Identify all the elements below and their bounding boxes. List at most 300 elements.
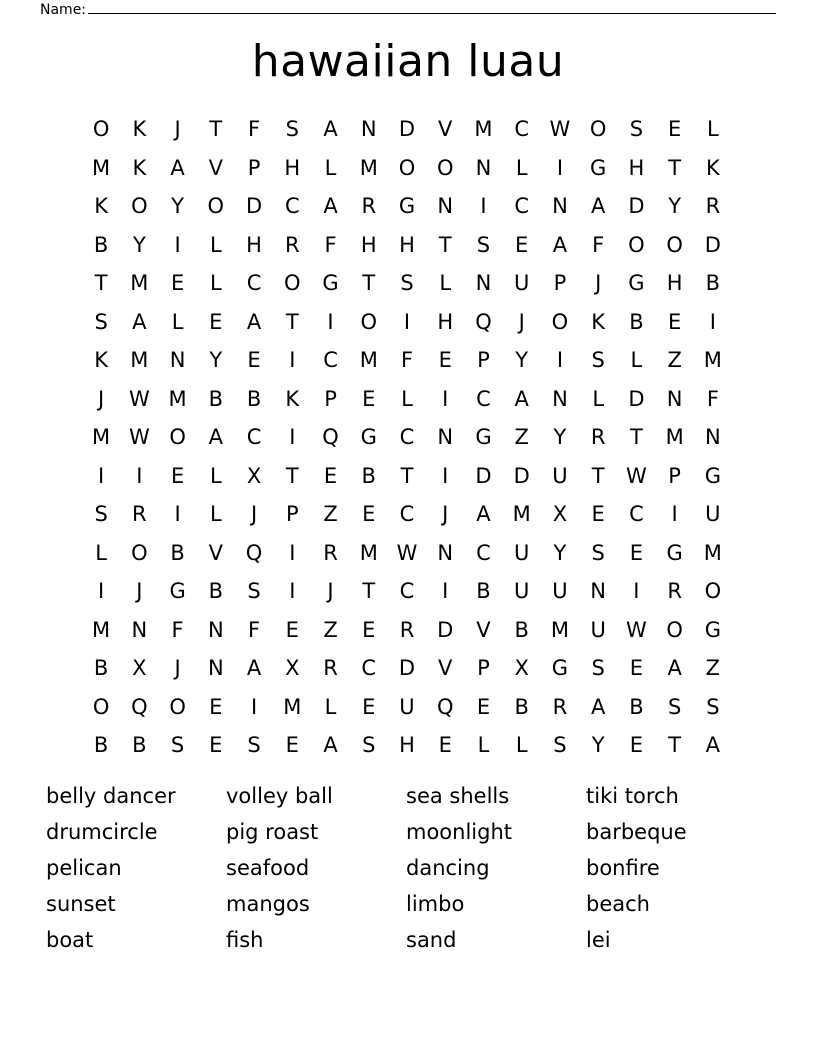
grid-cell[interactable]: T — [400, 463, 414, 488]
grid-cell[interactable]: N — [475, 271, 492, 296]
grid-cell[interactable]: G — [169, 579, 186, 604]
grid-cell[interactable]: Y — [132, 232, 146, 257]
grid-cell[interactable]: N — [666, 386, 683, 411]
grid-cell[interactable]: Y — [209, 348, 223, 373]
grid-cell[interactable]: N — [705, 425, 721, 450]
grid-cell[interactable]: E — [209, 309, 223, 334]
grid-cell[interactable]: M — [359, 540, 378, 565]
grid-cell[interactable]: P — [324, 386, 337, 411]
grid-cell[interactable]: O — [551, 309, 569, 334]
grid-cell[interactable]: E — [247, 348, 261, 373]
word-list-item[interactable]: beach — [586, 892, 650, 916]
grid-cell[interactable]: V — [438, 656, 453, 681]
grid-cell[interactable]: M — [92, 425, 111, 450]
word-list-item[interactable]: sunset — [46, 892, 116, 916]
grid-cell[interactable]: D — [245, 194, 263, 219]
grid-cell[interactable]: E — [362, 694, 376, 719]
grid-cell[interactable]: I — [136, 463, 143, 488]
grid-cell[interactable]: U — [399, 694, 415, 719]
grid-cell[interactable]: L — [630, 348, 643, 373]
grid-cell[interactable]: R — [323, 656, 338, 681]
grid-cell[interactable]: V — [438, 117, 453, 142]
grid-cell[interactable]: N — [207, 656, 224, 681]
grid-cell[interactable]: O — [360, 309, 378, 334]
grid-cell[interactable]: U — [514, 540, 530, 565]
grid-cell[interactable]: J — [442, 502, 449, 527]
grid-cell[interactable]: P — [477, 348, 490, 373]
grid-cell[interactable]: X — [552, 502, 568, 527]
grid-cell[interactable]: B — [361, 463, 376, 488]
grid-cell[interactable]: H — [246, 232, 262, 257]
grid-cell[interactable]: U — [514, 271, 530, 296]
grid-cell[interactable]: K — [705, 155, 720, 180]
grid-cell[interactable]: G — [475, 425, 492, 450]
grid-cell[interactable]: L — [209, 502, 222, 527]
grid-cell[interactable]: C — [361, 656, 377, 681]
grid-cell[interactable]: X — [285, 656, 300, 681]
grid-cell[interactable]: A — [246, 656, 262, 681]
grid-cell[interactable]: B — [705, 271, 721, 296]
grid-cell[interactable]: W — [128, 425, 150, 450]
word-list-item[interactable]: drumcircle — [46, 820, 158, 844]
grid-cell[interactable]: Q — [475, 309, 492, 334]
grid-cell[interactable]: A — [323, 733, 338, 758]
grid-cell[interactable]: I — [98, 463, 105, 488]
grid-cell[interactable]: E — [629, 656, 644, 681]
grid-cell[interactable]: E — [170, 463, 185, 488]
grid-cell[interactable]: Y — [591, 733, 605, 758]
grid-cell[interactable]: N — [207, 617, 224, 642]
grid-cell[interactable]: A — [476, 502, 491, 527]
grid-cell[interactable]: E — [438, 348, 452, 373]
grid-cell[interactable]: O — [704, 579, 722, 604]
grid-cell[interactable]: S — [247, 733, 261, 758]
grid-cell[interactable]: B — [208, 386, 224, 411]
grid-cell[interactable]: G — [360, 425, 377, 450]
grid-cell[interactable]: V — [208, 540, 223, 565]
grid-cell[interactable]: L — [95, 540, 107, 565]
grid-cell[interactable]: N — [552, 386, 568, 411]
word-list-item[interactable]: barbeque — [586, 820, 687, 844]
grid-cell[interactable]: B — [514, 694, 529, 719]
grid-cell[interactable]: I — [289, 425, 296, 450]
grid-cell[interactable]: B — [629, 309, 644, 334]
grid-cell[interactable]: O — [589, 117, 607, 142]
grid-cell[interactable]: M — [703, 540, 722, 565]
grid-cell[interactable]: P — [668, 463, 681, 488]
grid-cell[interactable]: M — [703, 348, 722, 373]
grid-cell[interactable]: J — [98, 386, 105, 411]
grid-cell[interactable]: L — [209, 463, 222, 488]
grid-cell[interactable]: B — [93, 733, 109, 758]
grid-cell[interactable]: W — [396, 540, 418, 565]
grid-cell[interactable]: I — [442, 463, 449, 488]
grid-cell[interactable]: H — [284, 155, 301, 180]
grid-cell[interactable]: I — [174, 502, 181, 527]
grid-cell[interactable]: H — [399, 733, 415, 758]
grid-cell[interactable]: N — [360, 117, 377, 142]
grid-cell[interactable]: N — [437, 194, 454, 219]
grid-cell[interactable]: S — [400, 271, 414, 296]
grid-cell[interactable]: C — [399, 502, 415, 527]
grid-cell[interactable]: I — [174, 232, 181, 257]
grid-cell[interactable]: A — [132, 309, 147, 334]
grid-cell[interactable]: A — [170, 155, 185, 180]
grid-cell[interactable]: S — [591, 348, 605, 373]
grid-cell[interactable]: S — [247, 579, 261, 604]
grid-cell[interactable]: O — [284, 271, 301, 296]
grid-cell[interactable]: R — [361, 194, 377, 219]
grid-cell[interactable]: L — [209, 271, 222, 296]
grid-cell[interactable]: I — [442, 386, 449, 411]
grid-cell[interactable]: E — [667, 117, 682, 142]
grid-cell[interactable]: B — [629, 694, 644, 719]
grid-cell[interactable]: U — [590, 617, 606, 642]
grid-cell[interactable]: T — [629, 425, 643, 450]
grid-cell[interactable]: Y — [668, 194, 682, 219]
word-list-item[interactable]: seafood — [226, 856, 310, 880]
grid-cell[interactable]: E — [362, 502, 376, 527]
grid-cell[interactable]: S — [362, 733, 376, 758]
grid-cell[interactable]: C — [476, 540, 491, 565]
grid-cell[interactable]: B — [208, 579, 224, 604]
grid-cell[interactable]: T — [362, 271, 376, 296]
grid-cell[interactable]: A — [590, 194, 606, 219]
grid-cell[interactable]: N — [552, 194, 568, 219]
grid-cell[interactable]: I — [709, 309, 716, 334]
grid-cell[interactable]: T — [591, 463, 605, 488]
grid-cell[interactable]: R — [399, 617, 415, 642]
grid-cell[interactable]: A — [323, 117, 338, 142]
grid-cell[interactable]: I — [556, 348, 564, 373]
grid-cell[interactable]: I — [480, 194, 487, 219]
grid-cell[interactable]: A — [208, 425, 223, 450]
grid-cell[interactable]: X — [514, 656, 529, 681]
grid-cell[interactable]: O — [207, 194, 225, 219]
grid-cell[interactable]: G — [551, 656, 569, 681]
grid-cell[interactable]: V — [208, 155, 223, 180]
grid-cell[interactable]: C — [514, 117, 530, 142]
word-list-item[interactable]: fish — [226, 928, 264, 952]
grid-cell[interactable]: M — [550, 617, 569, 642]
grid-cell[interactable]: L — [171, 309, 184, 334]
grid-cell[interactable]: F — [592, 232, 605, 257]
grid-cell[interactable]: C — [476, 386, 491, 411]
grid-cell[interactable]: F — [706, 386, 719, 411]
grid-cell[interactable]: I — [250, 694, 258, 719]
grid-cell[interactable]: N — [437, 540, 454, 565]
grid-cell[interactable]: E — [629, 733, 644, 758]
grid-cell[interactable]: D — [398, 656, 416, 681]
grid-cell[interactable]: Z — [323, 617, 338, 642]
grid-cell[interactable]: A — [590, 694, 606, 719]
grid-cell[interactable]: G — [322, 271, 339, 296]
grid-cell[interactable]: D — [704, 232, 721, 257]
grid-cell[interactable]: U — [552, 463, 568, 488]
grid-cell[interactable]: E — [285, 733, 299, 758]
grid-cell[interactable]: U — [514, 579, 530, 604]
grid-cell[interactable]: A — [246, 309, 262, 334]
grid-cell[interactable]: C — [399, 425, 415, 450]
grid-cell[interactable]: B — [476, 579, 491, 604]
grid-cell[interactable]: T — [438, 232, 452, 257]
grid-cell[interactable]: C — [514, 194, 530, 219]
grid-cell[interactable]: T — [209, 117, 223, 142]
word-list-item[interactable]: limbo — [406, 892, 465, 916]
word-list-item[interactable]: bonfire — [586, 856, 660, 880]
grid-cell[interactable]: C — [246, 425, 262, 450]
grid-cell[interactable]: B — [170, 540, 185, 565]
grid-cell[interactable]: J — [250, 502, 258, 527]
word-list-item[interactable]: pig roast — [226, 820, 319, 844]
grid-cell[interactable]: M — [512, 502, 531, 527]
grid-cell[interactable]: I — [327, 309, 334, 334]
grid-cell[interactable]: K — [132, 155, 147, 180]
grid-cell[interactable]: G — [666, 540, 683, 565]
grid-cell[interactable]: J — [518, 309, 525, 334]
word-list-item[interactable]: lei — [586, 928, 611, 952]
grid-cell[interactable]: J — [327, 579, 334, 604]
grid-cell[interactable]: I — [289, 348, 296, 373]
grid-cell[interactable]: Z — [323, 502, 338, 527]
grid-cell[interactable]: S — [94, 502, 108, 527]
grid-cell[interactable]: N — [169, 348, 186, 373]
grid-cell[interactable]: S — [629, 117, 644, 142]
word-list-item[interactable]: moonlight — [406, 820, 513, 844]
grid-cell[interactable]: P — [285, 502, 299, 527]
grid-cell[interactable]: K — [132, 117, 147, 142]
grid-cell[interactable]: W — [626, 463, 647, 488]
grid-cell[interactable]: S — [170, 733, 185, 758]
grid-cell[interactable]: I — [671, 502, 678, 527]
grid-cell[interactable]: F — [324, 232, 337, 257]
grid-cell[interactable]: A — [705, 733, 721, 758]
grid-cell[interactable]: M — [359, 155, 378, 180]
grid-cell[interactable]: E — [362, 617, 376, 642]
grid-cell[interactable]: L — [209, 232, 222, 257]
grid-cell[interactable]: J — [136, 579, 143, 604]
grid-cell[interactable]: I — [98, 579, 105, 604]
grid-cell[interactable]: F — [248, 617, 261, 642]
grid-cell[interactable]: D — [513, 463, 530, 488]
grid-cell[interactable]: S — [94, 309, 108, 334]
grid-cell[interactable]: O — [666, 232, 683, 257]
grid-cell[interactable]: N — [590, 579, 607, 604]
grid-cell[interactable]: S — [591, 540, 605, 565]
grid-cell[interactable]: R — [132, 502, 147, 527]
grid-cell[interactable]: H — [437, 309, 454, 334]
grid-cell[interactable]: D — [437, 617, 454, 642]
grid-cell[interactable]: A — [323, 194, 338, 219]
grid-cell[interactable]: G — [398, 194, 416, 219]
grid-cell[interactable]: M — [665, 425, 684, 450]
grid-cell[interactable]: B — [93, 656, 109, 681]
grid-cell[interactable]: Z — [705, 656, 721, 681]
grid-cell[interactable]: X — [246, 463, 262, 488]
grid-cell[interactable]: O — [436, 155, 454, 180]
grid-cell[interactable]: T — [94, 271, 108, 296]
grid-cell[interactable]: Z — [514, 425, 529, 450]
grid-cell[interactable]: E — [170, 271, 185, 296]
grid-cell[interactable]: I — [556, 155, 564, 180]
grid-cell[interactable]: Q — [131, 694, 148, 719]
grid-cell[interactable]: B — [514, 617, 529, 642]
grid-cell[interactable]: K — [94, 194, 108, 219]
grid-cell[interactable]: G — [628, 271, 645, 296]
grid-cell[interactable]: G — [704, 463, 721, 488]
grid-cell[interactable]: O — [131, 194, 148, 219]
grid-cell[interactable]: I — [289, 540, 296, 565]
grid-cell[interactable]: C — [323, 348, 338, 373]
grid-cell[interactable]: B — [93, 232, 109, 257]
grid-cell[interactable]: A — [514, 386, 529, 411]
grid-cell[interactable]: T — [362, 579, 376, 604]
grid-cell[interactable]: L — [592, 386, 605, 411]
grid-cell[interactable]: E — [667, 309, 682, 334]
grid-cell[interactable]: M — [168, 386, 187, 411]
grid-cell[interactable]: E — [362, 386, 376, 411]
grid-cell[interactable]: Y — [515, 348, 529, 373]
grid-cell[interactable]: L — [324, 155, 337, 180]
grid-cell[interactable]: L — [707, 117, 719, 142]
grid-cell[interactable]: M — [359, 348, 378, 373]
grid-cell[interactable]: S — [476, 232, 491, 257]
word-list-item[interactable]: sand — [406, 928, 457, 952]
grid-cell[interactable]: E — [476, 694, 491, 719]
grid-cell[interactable]: E — [629, 540, 644, 565]
grid-cell[interactable]: S — [706, 694, 720, 719]
grid-cell[interactable]: C — [399, 579, 415, 604]
word-list-item[interactable]: mangos — [226, 892, 310, 916]
grid-cell[interactable]: I — [633, 579, 640, 604]
grid-cell[interactable]: E — [323, 463, 338, 488]
grid-cell[interactable]: G — [590, 155, 607, 180]
grid-cell[interactable]: L — [515, 733, 528, 758]
grid-cell[interactable]: L — [324, 694, 337, 719]
grid-cell[interactable]: B — [132, 733, 147, 758]
grid-cell[interactable]: W — [549, 117, 571, 142]
grid-cell[interactable]: C — [284, 194, 300, 219]
grid-cell[interactable]: A — [552, 232, 568, 257]
grid-cell[interactable]: O — [169, 694, 186, 719]
grid-cell[interactable]: J — [595, 271, 602, 296]
grid-cell[interactable]: J — [174, 117, 181, 142]
grid-cell[interactable]: M — [474, 117, 493, 142]
grid-cell[interactable]: Q — [245, 540, 263, 565]
grid-cell[interactable]: O — [92, 117, 110, 142]
grid-cell[interactable]: L — [401, 386, 413, 411]
grid-cell[interactable]: P — [247, 155, 261, 180]
grid-cell[interactable]: B — [246, 386, 262, 411]
grid-cell[interactable]: R — [284, 232, 300, 257]
grid-cell[interactable]: O — [169, 425, 186, 450]
grid-cell[interactable]: R — [667, 579, 682, 604]
grid-cell[interactable]: C — [629, 502, 644, 527]
grid-cell[interactable]: Z — [667, 348, 682, 373]
grid-cell[interactable]: Q — [322, 425, 339, 450]
grid-cell[interactable]: O — [666, 617, 683, 642]
grid-cell[interactable]: S — [591, 656, 605, 681]
grid-cell[interactable]: S — [285, 117, 299, 142]
grid-cell[interactable]: G — [704, 617, 721, 642]
grid-cell[interactable]: T — [285, 309, 299, 334]
grid-cell[interactable]: A — [667, 656, 682, 681]
grid-cell[interactable]: I — [442, 579, 449, 604]
grid-cell[interactable]: S — [667, 694, 682, 719]
grid-cell[interactable]: D — [475, 463, 492, 488]
grid-cell[interactable]: R — [705, 194, 721, 219]
grid-cell[interactable]: E — [591, 502, 605, 527]
word-list-item[interactable]: belly dancer — [46, 784, 176, 808]
grid-cell[interactable]: Y — [553, 425, 567, 450]
grid-cell[interactable]: J — [174, 656, 181, 681]
grid-cell[interactable]: T — [285, 463, 299, 488]
grid-cell[interactable]: M — [92, 617, 111, 642]
grid-cell[interactable]: E — [209, 733, 223, 758]
word-list-item[interactable]: tiki torch — [586, 784, 679, 808]
grid-cell[interactable]: I — [289, 579, 296, 604]
grid-cell[interactable]: P — [553, 271, 567, 296]
grid-cell[interactable]: O — [398, 155, 416, 180]
grid-cell[interactable]: L — [515, 155, 528, 180]
word-list-item[interactable]: pelican — [46, 856, 122, 880]
grid-cell[interactable]: K — [285, 386, 300, 411]
grid-cell[interactable]: C — [246, 271, 262, 296]
grid-cell[interactable]: F — [171, 617, 184, 642]
grid-cell[interactable]: M — [130, 348, 149, 373]
grid-cell[interactable]: F — [400, 348, 414, 373]
grid-cell[interactable]: D — [628, 194, 645, 219]
grid-cell[interactable]: P — [477, 656, 490, 681]
grid-cell[interactable]: N — [437, 425, 454, 450]
word-list-item[interactable]: sea shells — [406, 784, 510, 808]
grid-cell[interactable]: O — [92, 694, 110, 719]
grid-cell[interactable]: H — [399, 232, 415, 257]
grid-cell[interactable]: E — [209, 694, 223, 719]
grid-cell[interactable]: K — [591, 309, 606, 334]
grid-cell[interactable]: N — [475, 155, 492, 180]
grid-cell[interactable]: T — [668, 733, 682, 758]
grid-cell[interactable]: W — [128, 386, 150, 411]
grid-cell[interactable]: H — [628, 155, 645, 180]
grid-cell[interactable]: O — [628, 232, 645, 257]
word-list-item[interactable]: dancing — [406, 856, 490, 880]
grid-cell[interactable]: I — [403, 309, 411, 334]
grid-cell[interactable]: M — [283, 694, 302, 719]
grid-cell[interactable]: E — [285, 617, 299, 642]
grid-cell[interactable]: L — [439, 271, 452, 296]
grid-cell[interactable]: M — [92, 155, 111, 180]
grid-cell[interactable]: H — [360, 232, 377, 257]
grid-cell[interactable]: M — [130, 271, 149, 296]
word-list-item[interactable]: volley ball — [226, 784, 333, 808]
grid-cell[interactable]: E — [438, 733, 452, 758]
grid-cell[interactable]: O — [131, 540, 148, 565]
grid-cell[interactable]: D — [398, 117, 416, 142]
grid-cell[interactable]: E — [515, 232, 529, 257]
grid-cell[interactable]: H — [666, 271, 683, 296]
grid-cell[interactable]: F — [248, 117, 261, 142]
grid-cell[interactable]: L — [477, 733, 490, 758]
grid-cell[interactable]: S — [553, 733, 567, 758]
grid-cell[interactable]: Y — [171, 194, 184, 219]
grid-cell[interactable]: U — [552, 579, 568, 604]
grid-cell[interactable]: V — [476, 617, 491, 642]
grid-cell[interactable]: N — [131, 617, 148, 642]
grid-cell[interactable]: U — [705, 502, 721, 527]
grid-cell[interactable]: R — [552, 694, 568, 719]
grid-cell[interactable]: Q — [436, 694, 454, 719]
